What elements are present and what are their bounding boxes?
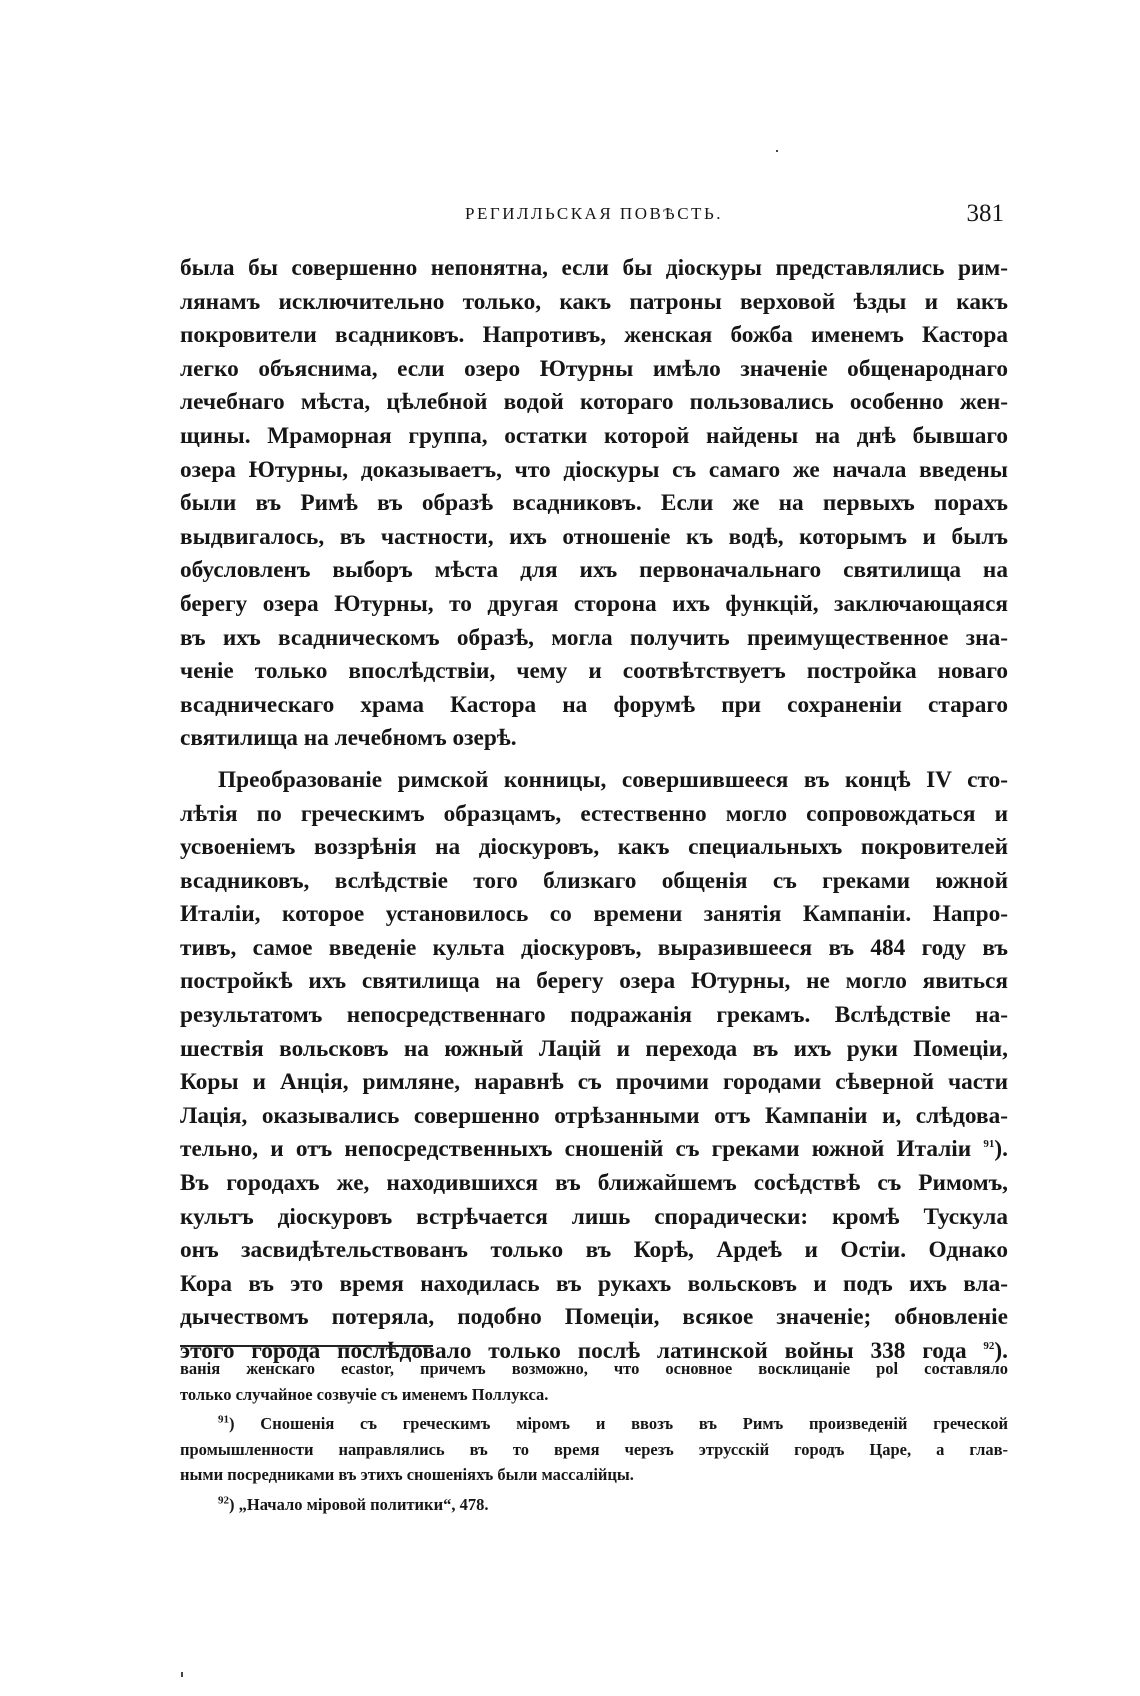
text-line: ченіе только впослѣдствіи, чему и соотвѣтствуетъ постройка новаго [180, 658, 1008, 685]
scan-speck [181, 1672, 183, 1677]
footnote-line: только случайное созвучіе съ именемъ Поллукса. [180, 1384, 549, 1404]
footnote-92 [180, 1492, 1008, 1518]
text-line: лянамъ исключительно только, какъ патроны верховой ѣзды и какъ [180, 288, 1008, 315]
ref-tail: ). [994, 1136, 1008, 1163]
text-line: щины. Мраморная группа, остатки которой найдены на днѣ бывшаго [180, 422, 1008, 449]
footnote-marker: 91 [218, 1413, 229, 1426]
text-line: Въ городахъ же, находившихся въ ближайшемъ сосѣдствѣ съ Римомъ, [180, 1170, 1008, 1197]
footnote-line: ванія женскаго ecastor, причемъ возможно, что основное восклицаніе pol составляло [180, 1359, 1008, 1378]
text-line: шествія вольсковъ на южный Лацій и перехода въ ихъ руки Помеціи, [180, 1035, 1008, 1062]
text-line: Коры и Анція, римляне, наравнѣ съ прочими городами сѣверной части [180, 1069, 1008, 1096]
footnote-continuation [180, 1356, 1008, 1407]
ref-tail: ). [994, 1338, 1008, 1364]
text-line: дычествомъ потеряла, подобно Помеціи, всякое значеніе; обновленіе [180, 1304, 1008, 1331]
running-title: РЕГИЛЛЬСКАЯ ПОВѢСТЬ. [465, 204, 723, 223]
text-line: онъ засвидѣтельствованъ только въ Корѣ, Ардеѣ и Остіи. Однако [180, 1237, 1008, 1264]
text-line: выдвигалось, въ частности, ихъ отношеніе къ водѣ, которымъ и былъ [180, 523, 1008, 550]
footnote-text: ) „Начало міровой политики“, 478. [229, 1494, 489, 1514]
main-text [180, 252, 1008, 1369]
text-segment: этого города послѣдовало только послѣ латинской войны 338 года [180, 1338, 967, 1364]
footnote-line: промышленности направлялись въ то время черезъ этрусскій городъ Царе, а глав- [180, 1439, 1008, 1459]
text-line: тивъ, самое введеніе культа діоскуровъ, выразившееся въ 484 году въ [180, 934, 1008, 961]
text-line: Лацiя, оказывались совершенно отрѣзанными отъ Кампаніи и, слѣдова- [180, 1102, 1008, 1129]
text-line: постройкѣ ихъ святилища на берегу озера Ютурны, не могло явиться [180, 968, 1008, 995]
text-line: результатомъ непосредственнаго подражанія грекамъ. Вслѣдствіе на- [180, 1002, 1008, 1029]
text-line: усвоеніемъ воззрѣнія на діоскуровъ, какъ специальныхъ покровителей [180, 834, 1008, 861]
paragraph-gap [180, 756, 1008, 764]
text-line: были въ Римѣ въ образѣ всадниковъ. Если же на первыхъ порахъ [180, 490, 1008, 517]
text-line: въ ихъ всадническомъ образѣ, могла получить преимущественное зна- [180, 624, 1008, 651]
text-line: лѣтія по греческимъ образцамъ, естественно могло сопровождаться и [180, 800, 1008, 827]
text-line: покровители всадниковъ. Напротивъ, женская божба именемъ Кастора [180, 322, 1008, 349]
text-line: Преобразованіе римской конницы, совершившееся въ концѣ IV сто- [218, 766, 1008, 793]
text-line: берегу озера Ютурны, то другая сторона ихъ функцій, заключающаяся [180, 590, 1008, 617]
text-line: была бы совершенно непонятна, если бы діоскуры представлялись рим- [180, 255, 1008, 281]
text-line: обусловленъ выборъ мѣста для ихъ первоначальнаго святилища на [180, 557, 1008, 584]
footnote-line [180, 1492, 1008, 1518]
scan-speck [776, 150, 778, 152]
text-line: лечебнаго мѣста, цѣлебной водой котораго пользовались особенно жен- [180, 389, 1008, 416]
text-line-with-ref [180, 1133, 1008, 1167]
text-line: культъ діоскуровъ встрѣчается лишь спорадически: кромѣ Тускула [180, 1203, 1008, 1230]
running-header [180, 198, 1008, 230]
text-line: озера Ютурны, доказываетъ, что діоскуры съ самаго же начала введены [180, 456, 1008, 483]
footnote-ref-92[interactable]: 92 [983, 1340, 995, 1353]
text-segment: тельно, и отъ непосредственныхъ сношеній съ греками южной Италіи [180, 1136, 972, 1163]
footnote-separator [180, 1345, 433, 1347]
paragraph-1 [180, 252, 1008, 756]
text-line: Италіи, которое установилось со времени занятія Кампаніи. Напро- [180, 901, 1008, 928]
footnote-91 [180, 1411, 1008, 1488]
text-line: всадниковъ, вслѣдствіе того близкаго общенія съ греками южной [180, 867, 1008, 894]
footnote-line: ными посредниками въ этихъ сношеніяхъ были массалійцы. [180, 1465, 634, 1485]
page-number: 381 [966, 200, 1004, 227]
footnote-marker: 92 [218, 1494, 229, 1507]
footnote-text: ) Сношенія съ греческимъ міромъ и ввозъ въ Римъ произведеній греческой [229, 1414, 1008, 1434]
text-line: Кора въ это время находилась въ рукахъ вольсковъ и подъ ихъ вла- [180, 1270, 1008, 1297]
text-line: святилища на лечебномъ озерѣ. [180, 725, 517, 752]
text-line: легко объяснима, если озеро Ютурны имѣло значеніе общенароднаго [180, 355, 1008, 382]
footnotes [180, 1356, 1008, 1518]
footnote-line [180, 1411, 1008, 1437]
text-line: всадническаго храма Кастора на форумѣ при сохраненіи стараго [180, 691, 1008, 718]
footnote-ref-91[interactable]: 91 [983, 1138, 995, 1151]
paragraph-2 [180, 764, 1008, 1369]
